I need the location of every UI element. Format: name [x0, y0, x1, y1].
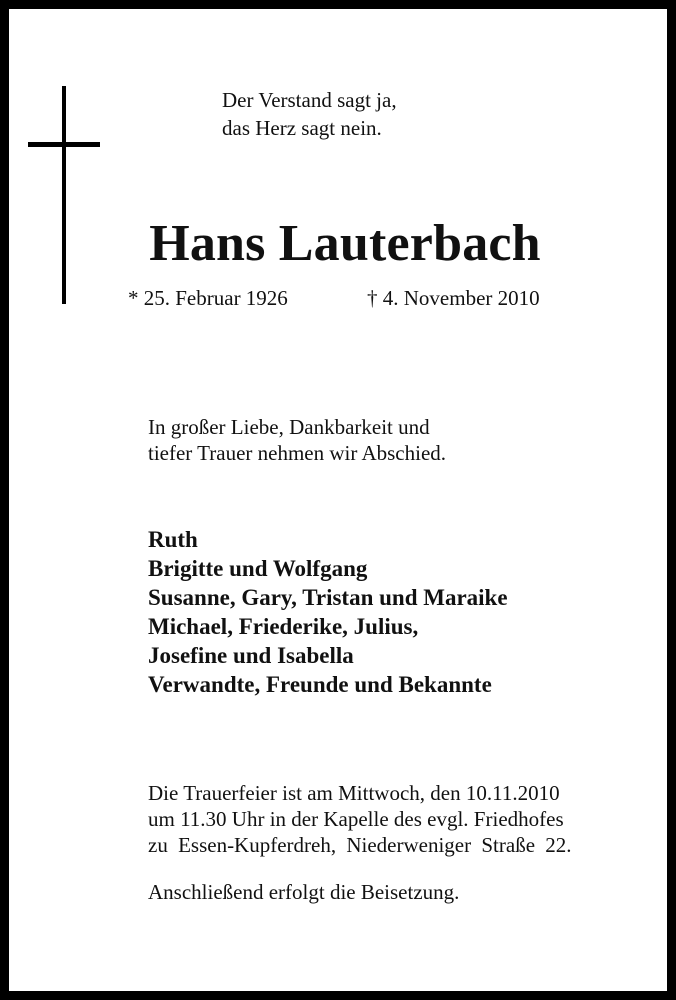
mourner-line: Ruth — [148, 527, 198, 552]
mourner-line: Michael, Friederike, Julius, — [148, 614, 419, 639]
farewell-text — [148, 414, 446, 466]
farewell-line: In großer Liebe, Dankbarkeit und — [148, 415, 430, 439]
motto-line: das Herz sagt nein. — [222, 116, 382, 140]
mourner-line: Verwandte, Freunde und Bekannte — [148, 672, 492, 697]
mourner-line: Susanne, Gary, Tristan und Maraike — [148, 585, 508, 610]
motto — [222, 86, 397, 142]
service-line: Die Trauerfeier ist am Mittwoch, den 10.11.2010 — [148, 781, 560, 805]
cross-horizontal-bar — [28, 142, 100, 147]
mourner-line: Brigitte und Wolfgang — [148, 556, 368, 581]
motto-line: Der Verstand sagt ja, — [222, 88, 397, 112]
burial-info: Anschließend erfolgt die Beisetzung. — [148, 880, 460, 904]
birth-date: * 25. Februar 1926 — [128, 286, 288, 310]
farewell-line: tiefer Trauer nehmen wir Abschied. — [148, 441, 447, 465]
mourner-line: Josefine und Isabella — [148, 643, 354, 668]
mourners-list — [148, 525, 508, 699]
service-line: um 11.30 Uhr in der Kapelle des evgl. Friedhofes — [148, 807, 564, 831]
death-date: † 4. November 2010 — [367, 286, 540, 310]
deceased-name: Hans Lauterbach — [149, 215, 541, 272]
service-line: zu Essen-Kupferdreh, Niederweniger Straße 22. — [148, 833, 572, 857]
service-info — [148, 780, 621, 858]
obituary-notice — [9, 9, 667, 991]
